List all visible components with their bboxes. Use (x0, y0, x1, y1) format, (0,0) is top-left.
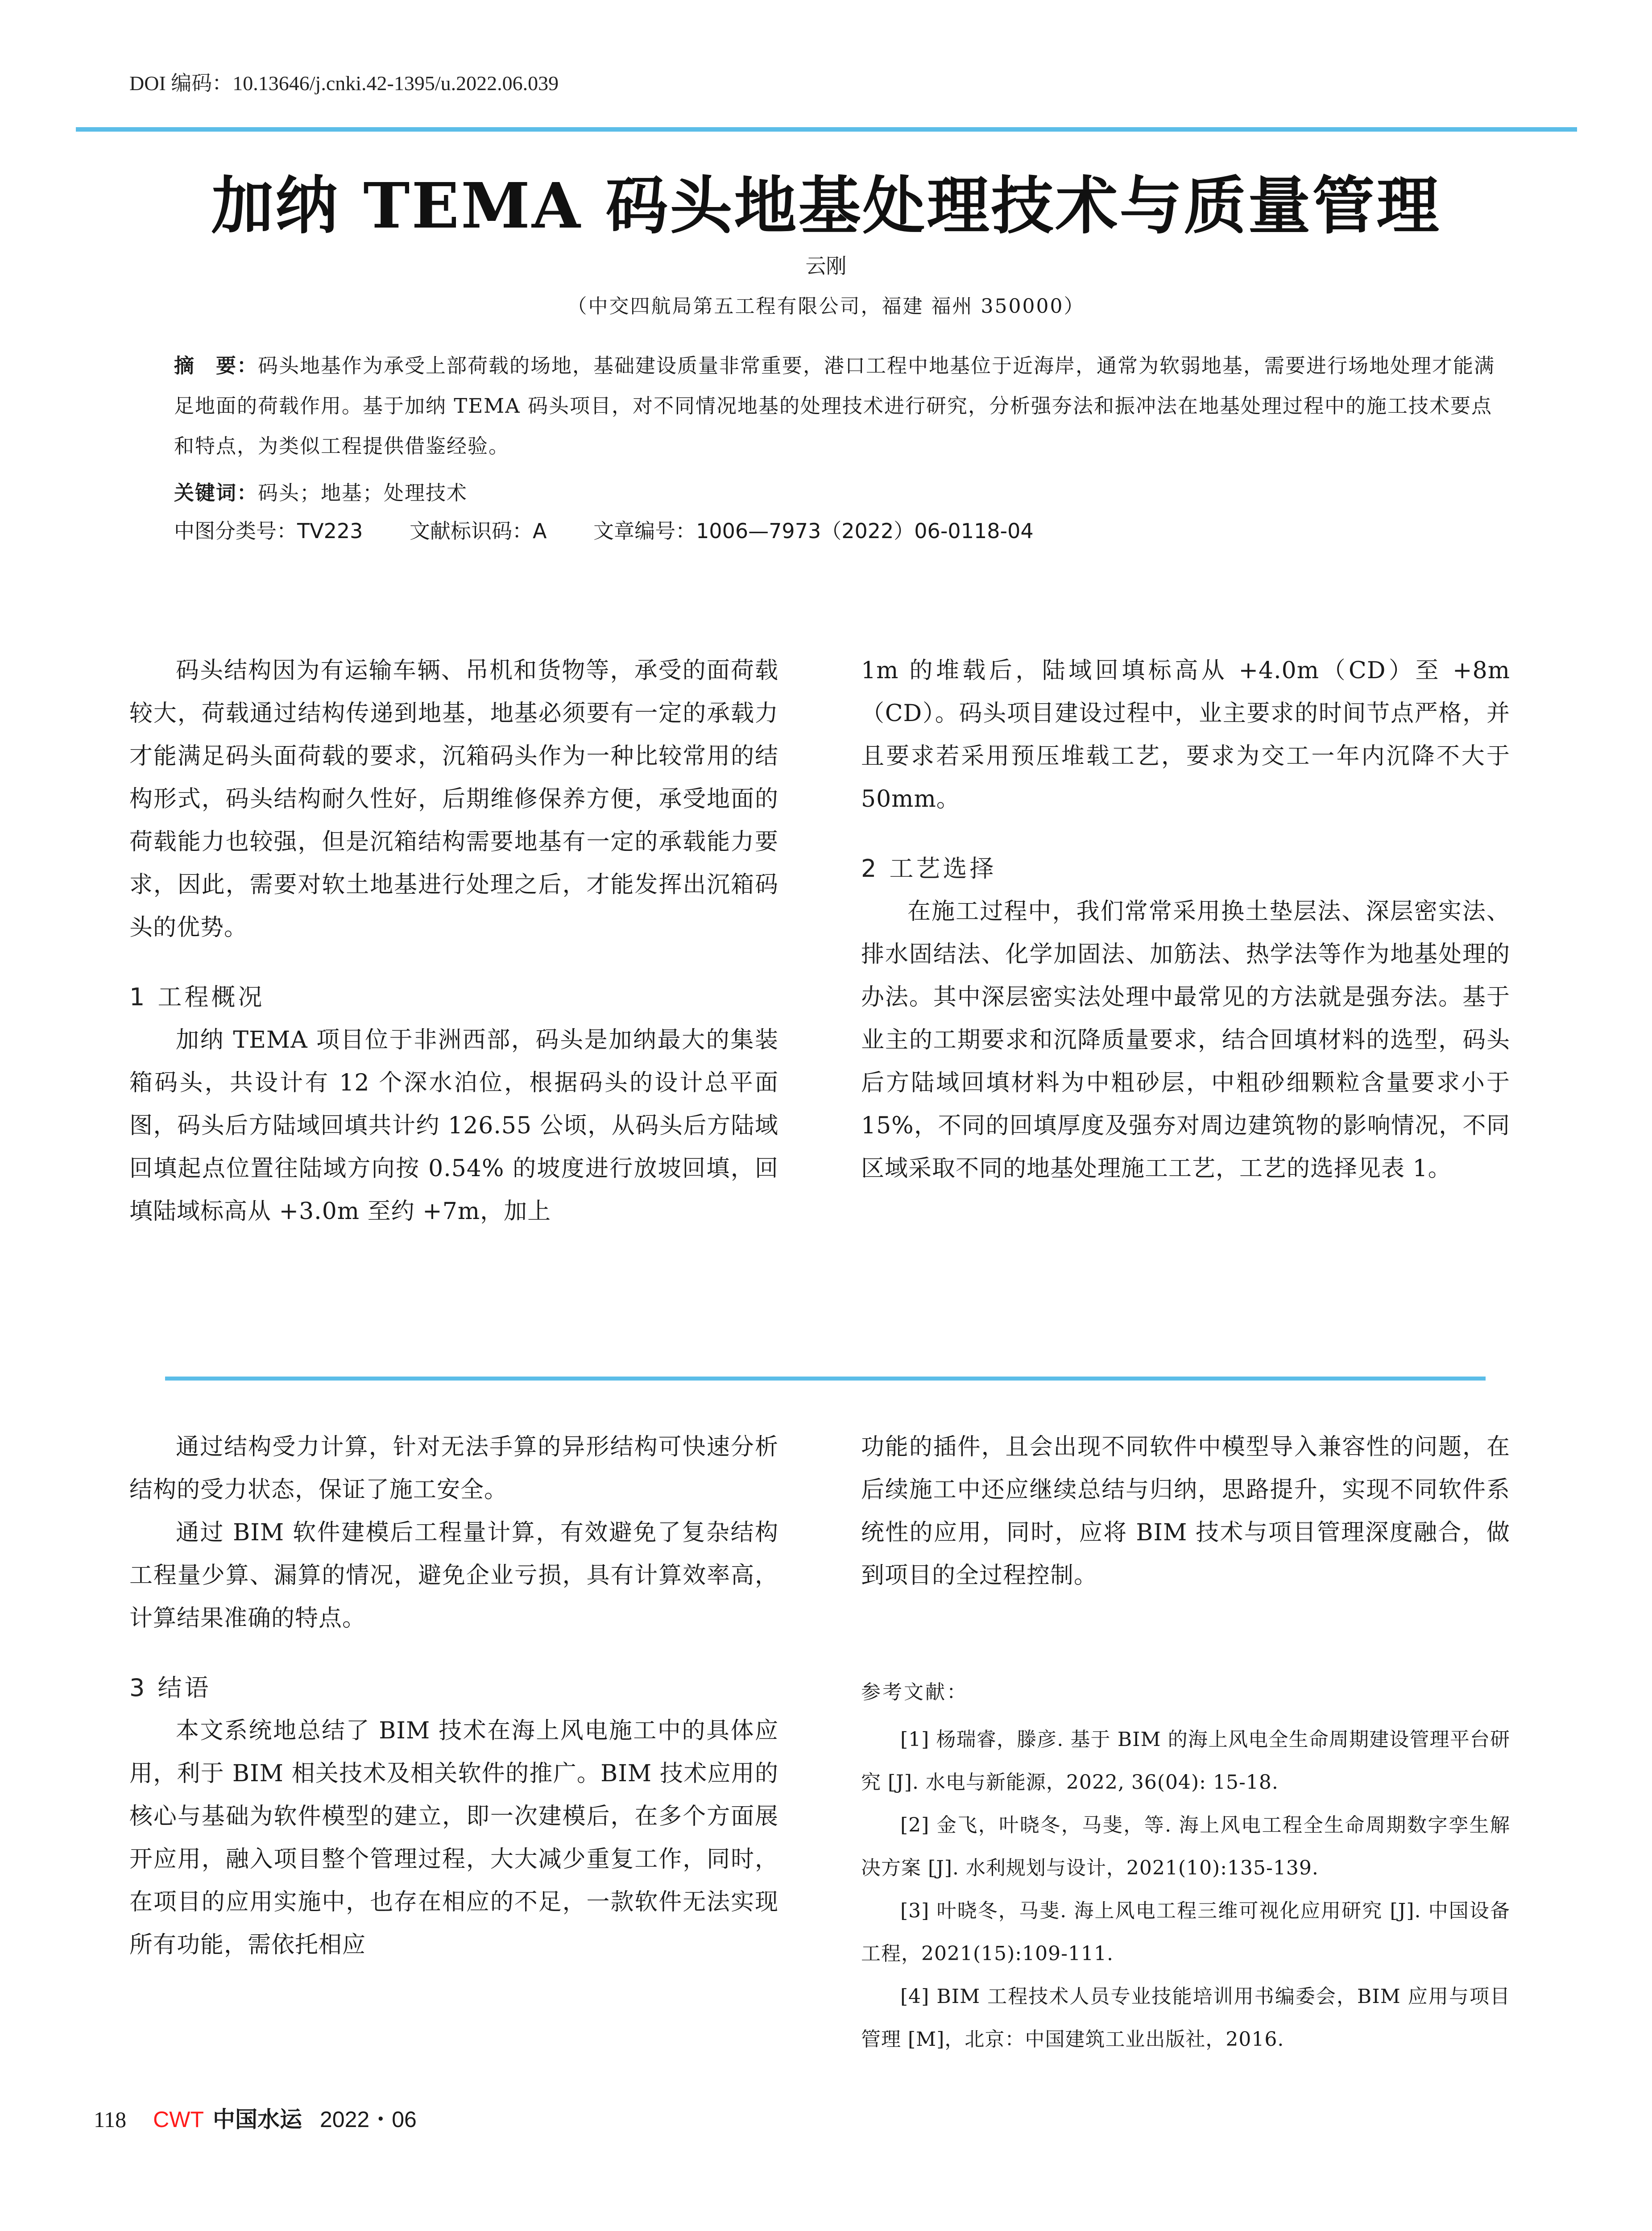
journal-logo-mark: CWT (153, 2107, 204, 2132)
section-heading-3: 3 结语 (129, 1674, 211, 1702)
abstract-label: 摘 要： (174, 354, 258, 377)
document-code: 文献标识码：A (410, 519, 547, 543)
article-title: 加纳 TEMA 码头地基处理技术与质量管理 (211, 170, 1441, 243)
author: 云刚 (805, 254, 847, 278)
journal-name: 中国水运 (213, 2107, 302, 2132)
doi-line: DOI 编码：10.13646/j.cnki.42-1395/u.2022.06.039 (129, 72, 559, 95)
classification-line (174, 511, 1074, 551)
continued-paragraph: 1m 的堆载后，陆域回填标高从 +4.0m（CD）至 +8m（CD）。码头项目建设过程中，业主要求的时间节点严格，并且要求若采用预压堆载工艺，要求为交工一年内沉降不大于 50mm。 (861, 657, 1510, 813)
affiliation: （中交四航局第五工程有限公司，福建 福州 350000） (567, 295, 1085, 318)
section-heading-1: 1 工程概况 (129, 983, 265, 1011)
keywords-label: 关键词： (174, 481, 258, 505)
references (861, 1671, 1510, 2061)
abstract-text: 码头地基作为承受上部荷载的场地，基础建设质量非常重要，港口工程中地基位于近海岸，通常为软弱地基，需要进行场地处理才能满足地面的荷载作用。基于加纳 TEMA 码头项目，对不同情况地基的处理技术进行研究，分析强夯法和振冲法在地基处理过程中的施工技术要点和特点，为类似工程提供借鉴经验。 (174, 354, 1495, 458)
keywords (174, 473, 1512, 513)
middle-divider (165, 1377, 1486, 1381)
page-footer (94, 2102, 417, 2134)
issue-number: 2022・06 (320, 2107, 417, 2132)
lower-left-column (129, 1426, 778, 1966)
page-number: 118 (94, 2107, 127, 2132)
paragraph-structure-calc: 通过结构受力计算，针对无法手算的异形结构可快速分析结构的受力状态，保证了施工安全。 (129, 1434, 778, 1503)
references-title: 参考文献： (861, 1681, 968, 1704)
conclusion-paragraph: 本文系统地总结了 BIM 技术在海上风电施工中的具体应用，利于 BIM 相关技术及相关软件的推广。BIM 技术应用的核心与基础为软件模型的建立，即一次建模后，在多个方面展开应用，融入项目整个管理过程，大大减少重复工作，同时，在项目的应用实施中，也存在相应的不足，一款软件无法实现所有功能，需依托相应 (129, 1717, 778, 1958)
section-2-paragraph: 在施工过程中，我们常常采用换土垫层法、深层密实法、排水固结法、化学加固法、加筋法、热学法等作为地基处理的办法。其中深层密实法处理中最常见的方法就是强夯法。基于业主的工期要求和沉降质量要求，结合回填材料的选型，码头后方陆域回填材料为中粗砂层，中粗砂细颗粒含量要求小于 15%，不同的回填厚度及强夯对周边建筑物的影响情况，不同区域采取不同的地基处理施工工艺，工艺的选择见表 1。 (861, 898, 1510, 1182)
keywords-text: 码头；地基；处理技术 (258, 481, 468, 505)
top-divider (76, 127, 1577, 132)
reference-item: [4] BIM 工程技术人员专业技能培训用书编委会，BIM 应用与项目管理 [M]，北京：中国建筑工业出版社，2016. (861, 1985, 1510, 2051)
conclusion-continued: 功能的插件，且会出现不同软件中模型导入兼容性的问题，在后续施工中还应继续总结与归纳，思路提升，实现不同软件系统性的应用，同时，应将 BIM 技术与项目管理深度融合，做到项目的全过程控制。 (861, 1434, 1510, 1589)
upper-left-column (129, 649, 778, 1233)
reference-item: [3] 叶晓冬，马斐. 海上风电工程三维可视化应用研究 [J]. 中国设备工程，2021(15):109-111. (861, 1899, 1510, 1965)
section-1-paragraph: 加纳 TEMA 项目位于非洲西部，码头是加纳最大的集装箱码头，共设计有 12 个深水泊位，根据码头的设计总平面图，码头后方陆域回填共计约 126.55 公顷，从码头后方陆域回填起点位置往陆域方向按 0.54% 的坡度进行放坡回填，回填陆域标高从 +3.0m 至约 +7m，加上 (129, 1027, 778, 1225)
section-heading-2: 2 工艺选择 (861, 854, 997, 883)
paragraph-bim-quantity: 通过 BIM 软件建模后工程量计算，有效避免了复杂结构工程量少算、漏算的情况，避免企业亏损，具有计算效率高，计算结果准确的特点。 (129, 1519, 778, 1632)
clc-number: 中图分类号：TV223 (174, 519, 363, 543)
upper-right-column (861, 649, 1510, 1190)
reference-item: [1] 杨瑞睿，滕彦. 基于 BIM 的海上风电全生命周期建设管理平台研究 [J]. 水电与新能源，2022, 36(04): 15-18. (861, 1728, 1510, 1794)
article-number: 文章编号：1006—7973（2022）06-0118-04 (593, 519, 1034, 543)
abstract (174, 346, 1512, 466)
lower-right-column (861, 1426, 1510, 1597)
reference-item: [2] 金飞，叶晓冬，马斐，等. 海上风电工程全生命周期数字孪生解决方案 [J]. 水利规划与设计，2021(10):135-139. (861, 1814, 1510, 1879)
intro-paragraph: 码头结构因为有运输车辆、吊机和货物等，承受的面荷载较大，荷载通过结构传递到地基，地基必须要有一定的承载力才能满足码头面荷载的要求，沉箱码头作为一种比较常用的结构形式，码头结构耐久性好，后期维修保养方便，承受地面的荷载能力也较强，但是沉箱结构需要地基有一定的承载能力要求，因此，需要对软土地基进行处理之后，才能发挥出沉箱码头的优势。 (129, 657, 778, 941)
